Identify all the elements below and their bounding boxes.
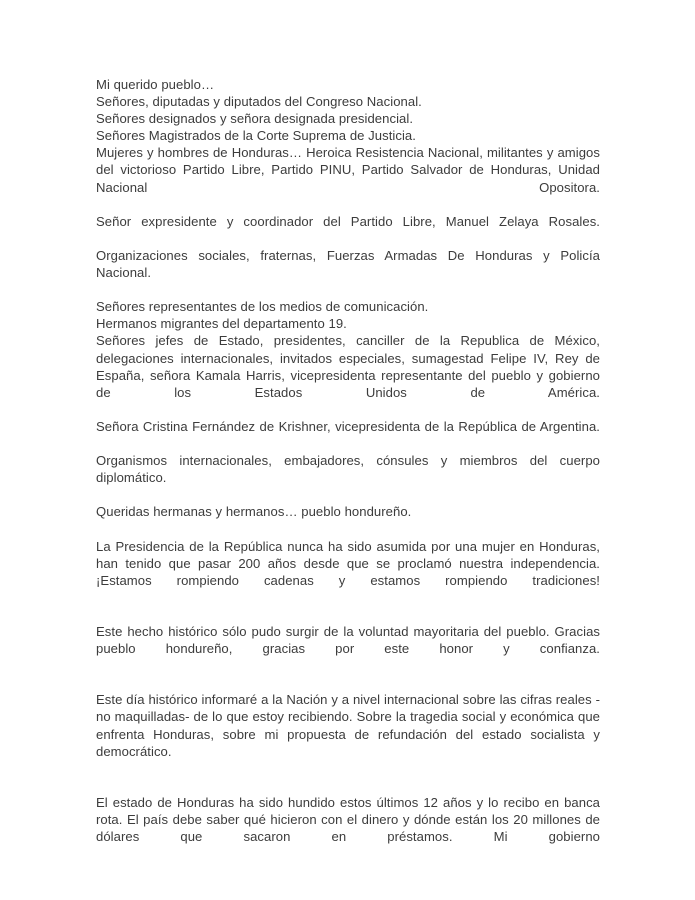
paragraph-salutation-heads-of-state: Señores jefes de Estado, presidentes, canciller de la Republica de México, delegaciones internacionales, invitados especiales, sumagestad Felipe IV, Rey de España, señora Kamala Harris, vicepresidenta representante del pueblo y gobierno de los Estados Unidos de América. bbox=[96, 333, 600, 400]
paragraph-salutation-line-2: Señores, diputadas y diputados del Congreso Nacional. bbox=[96, 94, 422, 110]
document-text-body bbox=[96, 76, 600, 862]
paragraph-salutation-organizations: Organizaciones sociales, fraternas, Fuerzas Armadas De Honduras y Policía Nacional. bbox=[96, 247, 600, 281]
paragraph-body-state-debt: El estado de Honduras ha sido hundido estos últimos 12 años y lo recibo en banca rota. El país debe saber qué hicieron con el dinero y dónde están los 20 millones de dólares que sacaron en préstamos. Mi gobierno bbox=[96, 794, 600, 845]
paragraph-salutation-line-1: Mi querido pueblo… bbox=[96, 77, 215, 92]
paragraph-salutation-migrants: Hermanos migrantes del departamento 19. bbox=[96, 316, 347, 332]
paragraph-salutation-parties: Mujeres y hombres de Honduras… Heroica Resistencia Nacional, militantes y amigos del victorioso Partido Libre, Partido PINU, Partido Salvador de Honduras, Unidad Nacional Opositora. bbox=[96, 145, 600, 195]
paragraph-salutation-closing: Queridas hermanas y hermanos… pueblo hondureño. bbox=[96, 504, 412, 520]
paragraph-body-thanks: Este hecho histórico sólo pudo surgir de la voluntad mayoritaria del pueblo. Gracias pueblo hondureño, gracias por este honor y confianza. bbox=[96, 624, 600, 657]
paragraph-salutation-zelaya: Señor expresidente y coordinador del Partido Libre, Manuel Zelaya Rosales. bbox=[96, 213, 600, 229]
paragraph-salutation-diplomats: Organismos internacionales, embajadores, cónsules y miembros del cuerpo diplomático. bbox=[96, 453, 600, 486]
paragraph-body-presidency: La Presidencia de la República nunca ha sido asumida por una mujer en Honduras, han tenido que pasar 200 años desde que se proclamó nuestra independencia. ¡Estamos rompiendo cadenas y estamos rompiendo tradiciones! bbox=[96, 538, 600, 588]
paragraph-salutation-line-4: Señores Magistrados de la Corte Suprema de Justicia. bbox=[96, 128, 416, 144]
paragraph-salutation-argentina: Señora Cristina Fernández de Krishner, vicepresidenta de la República de Argentina. bbox=[96, 418, 600, 434]
paragraph-salutation-line-3: Señores designados y señora designada presidencial. bbox=[96, 111, 414, 127]
paragraph-body-figures: Este día histórico informaré a la Nación y a nivel internacional sobre las cifras reales -no maquilladas- de lo que estoy recibiendo. Sobre la tragedia social y económica que enfrenta Honduras, sobre mi propuesta de refundación del estado socialista y democrático. bbox=[96, 692, 600, 759]
paragraph-salutation-media: Señores representantes de los medios de comunicación. bbox=[96, 299, 429, 315]
